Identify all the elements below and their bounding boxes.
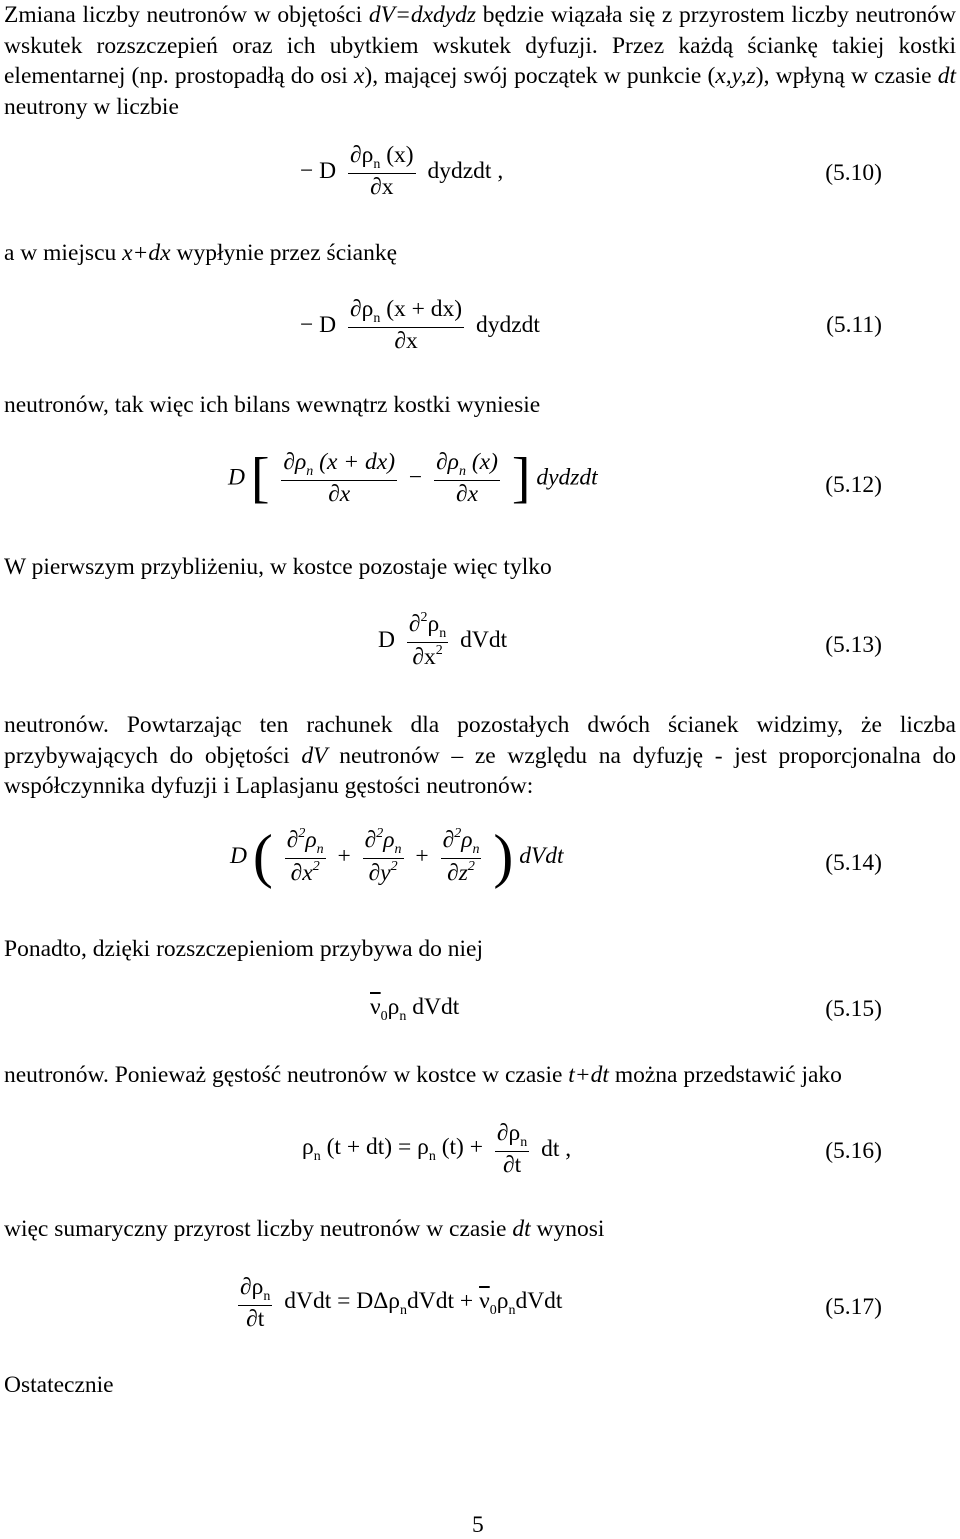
eqno-5-13: (5.13)	[825, 632, 882, 658]
text-line-2: a w miejscu x+dx wypłynie przez ściankę	[4, 240, 398, 266]
eqno-5-17: (5.17)	[825, 1294, 882, 1320]
text-line-8: więc sumaryczny przyrost liczby neutronów w czasie dt wynosi	[4, 1216, 605, 1242]
eqno-5-10: (5.10)	[825, 160, 882, 186]
page-number: 5	[472, 1512, 484, 1538]
equation-5-10: − D $\frac{\partial\rho_n (x)}{\partial x}$ dydzdt ,	[300, 142, 504, 200]
paragraph-powtarzajac: neutronów. Powtarzając ten rachunek dla pozostałych dwóch ścianek widzimy, że liczba przybywających do objętości dV neutronów – ze względu na dyfuzję - jest proporcjonalna do współczynnika dyfuzji i Laplasjanu gęstości neutronów:	[4, 712, 956, 799]
equation-5-15: $\overline{\nu}_0\rho_n$ dVdt	[370, 994, 460, 1024]
eqno-5-14: (5.14)	[825, 850, 882, 876]
eqno-5-12: (5.12)	[825, 472, 882, 498]
equation-5-14: D ( $\frac{\partial^2\rho_n}{\partial x^2}$ + $\frac{\partial^2\rho_n}{\partial y^2}$ + $\frac{\partial^2\rho_n}{\partial z^2}$ ) dVdt	[230, 823, 564, 889]
text-line-3: neutronów, tak więc ich bilans wewnątrz kostki wyniesie	[4, 392, 541, 418]
text-line-9: Ostatecznie	[4, 1372, 114, 1398]
equation-5-13: D $\frac{\partial^2\rho_n}{\partial x^2}$ dVdt	[378, 610, 508, 670]
text-line-4: W pierwszym przybliżeniu, w kostce pozostaje więc tylko	[4, 554, 552, 580]
paragraph-intro: Zmiana liczby neutronów w objętości dV=dxdydz będzie wiązała się z przyrostem liczby neutronów wskutek rozszczepień oraz ich ubytkiem wskutek dyfuzji. Przez każdą ściankę takiej kostki elementarnej (np. prostopadłą do osi x), mającej swój początek w punkcie (x,y,z), wpłyną w czasie dt neutrony w liczbie	[4, 2, 957, 120]
equation-5-12: D [ $\frac{\partial\rho_n (x + dx)}{\partial x}$ − $\frac{\partial\rho_n (x)}{\partial x}$ ] dydzdt	[228, 447, 598, 509]
equation-5-11: − D $\frac{\partial\rho_n (x + dx)}{\partial x}$ dydzdt	[300, 296, 540, 354]
text-line-7: neutronów. Ponieważ gęstość neutronów w kostce w czasie t+dt można przedstawić jako	[4, 1062, 842, 1088]
eqno-5-15: (5.15)	[825, 996, 882, 1022]
eqno-5-11: (5.11)	[826, 312, 882, 338]
equation-5-17: $\frac{\partial\rho_n}{\partial t}$ dVdt = DΔρ$_n$dVdt + $\overline{\nu}_0\rho_ndVdt$	[240, 1274, 563, 1332]
text-line-6: Ponadto, dzięki rozszczepieniom przybywa do niej	[4, 936, 483, 962]
eqno-5-16: (5.16)	[825, 1138, 882, 1164]
equation-5-16: $\rho_n$ $(t + dt) = \rho_n$ (t) + $\frac{\partial\rho_n}{\partial t}$ dt ,	[302, 1120, 572, 1178]
